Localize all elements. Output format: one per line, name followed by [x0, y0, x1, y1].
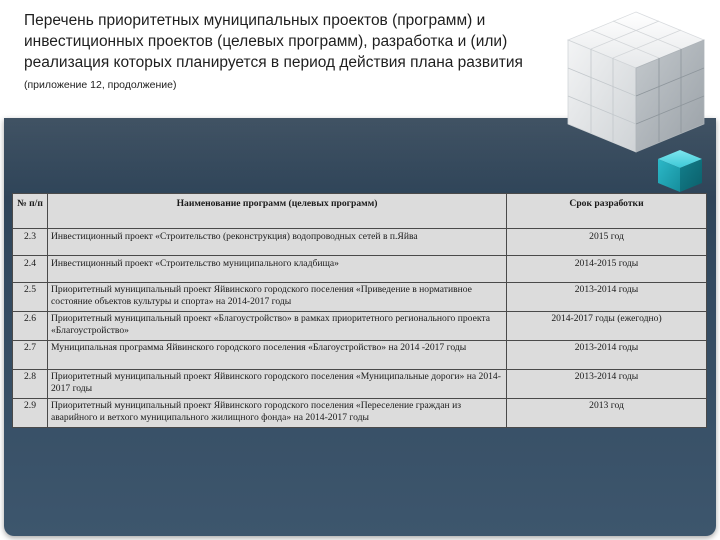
row-term: 2013-2014 годы	[507, 370, 707, 399]
row-name: Приоритетный муниципальный проект Яйвинского городского поселения «Муниципальные дороги» на 2014-2017 годы	[48, 370, 507, 399]
header-num: № п/п	[13, 194, 48, 229]
row-term: 2013 год	[507, 399, 707, 428]
table-row	[13, 399, 707, 428]
row-term: 2013-2014 годы	[507, 283, 707, 312]
slide-title-note: (приложение 12, продолжение)	[24, 79, 177, 91]
row-term: 2013-2014 годы	[507, 341, 707, 370]
row-num: 2.8	[13, 370, 48, 399]
row-term: 2015 год	[507, 229, 707, 256]
table-header-row	[13, 194, 707, 229]
row-name: Приоритетный муниципальный проект Яйвинского городского поселения «Приведение в нормативное состояние объектов культуры и спорта» на 2014-2017 годы	[48, 283, 507, 312]
table-row	[13, 229, 707, 256]
table-row	[13, 256, 707, 283]
row-num: 2.5	[13, 283, 48, 312]
header-term: Срок разработки	[507, 194, 707, 229]
row-name: Инвестиционный проект «Строительство муниципального кладбища»	[48, 256, 507, 283]
row-name: Приоритетный муниципальный проект Яйвинского городского поселения «Переселение граждан из аварийного и ветхого муниципального жилищного фонда» на 2014-2017 годы	[48, 399, 507, 428]
row-name: Инвестиционный проект «Строительство (реконструкция) водопроводных сетей в п.Яйва	[48, 229, 507, 256]
slide-title	[24, 10, 564, 96]
projects-table	[12, 193, 707, 428]
table-row	[13, 283, 707, 312]
row-num: 2.7	[13, 341, 48, 370]
slide-title-text: Перечень приоритетных муниципальных проектов (программ) и инвестиционных проектов (целевых программ), разработка и (или) реализация которых планируется в период действия плана развития	[24, 12, 523, 71]
table-row	[13, 312, 707, 341]
row-term: 2014-2015 годы	[507, 256, 707, 283]
table-row	[13, 370, 707, 399]
row-num: 2.3	[13, 229, 48, 256]
row-name: Муниципальная программа Яйвинского городского поселения «Благоустройство» на 2014 -2017 годы	[48, 341, 507, 370]
row-num: 2.9	[13, 399, 48, 428]
row-name: Приоритетный муниципальный проект «Благоустройство» в рамках приоритетного регионального проекта «Благоустройство»	[48, 312, 507, 341]
row-num: 2.4	[13, 256, 48, 283]
table-row	[13, 341, 707, 370]
header-name: Наименование программ (целевых программ)	[48, 194, 507, 229]
row-num: 2.6	[13, 312, 48, 341]
cubes-icon	[556, 2, 718, 198]
row-term: 2014-2017 годы (ежегодно)	[507, 312, 707, 341]
